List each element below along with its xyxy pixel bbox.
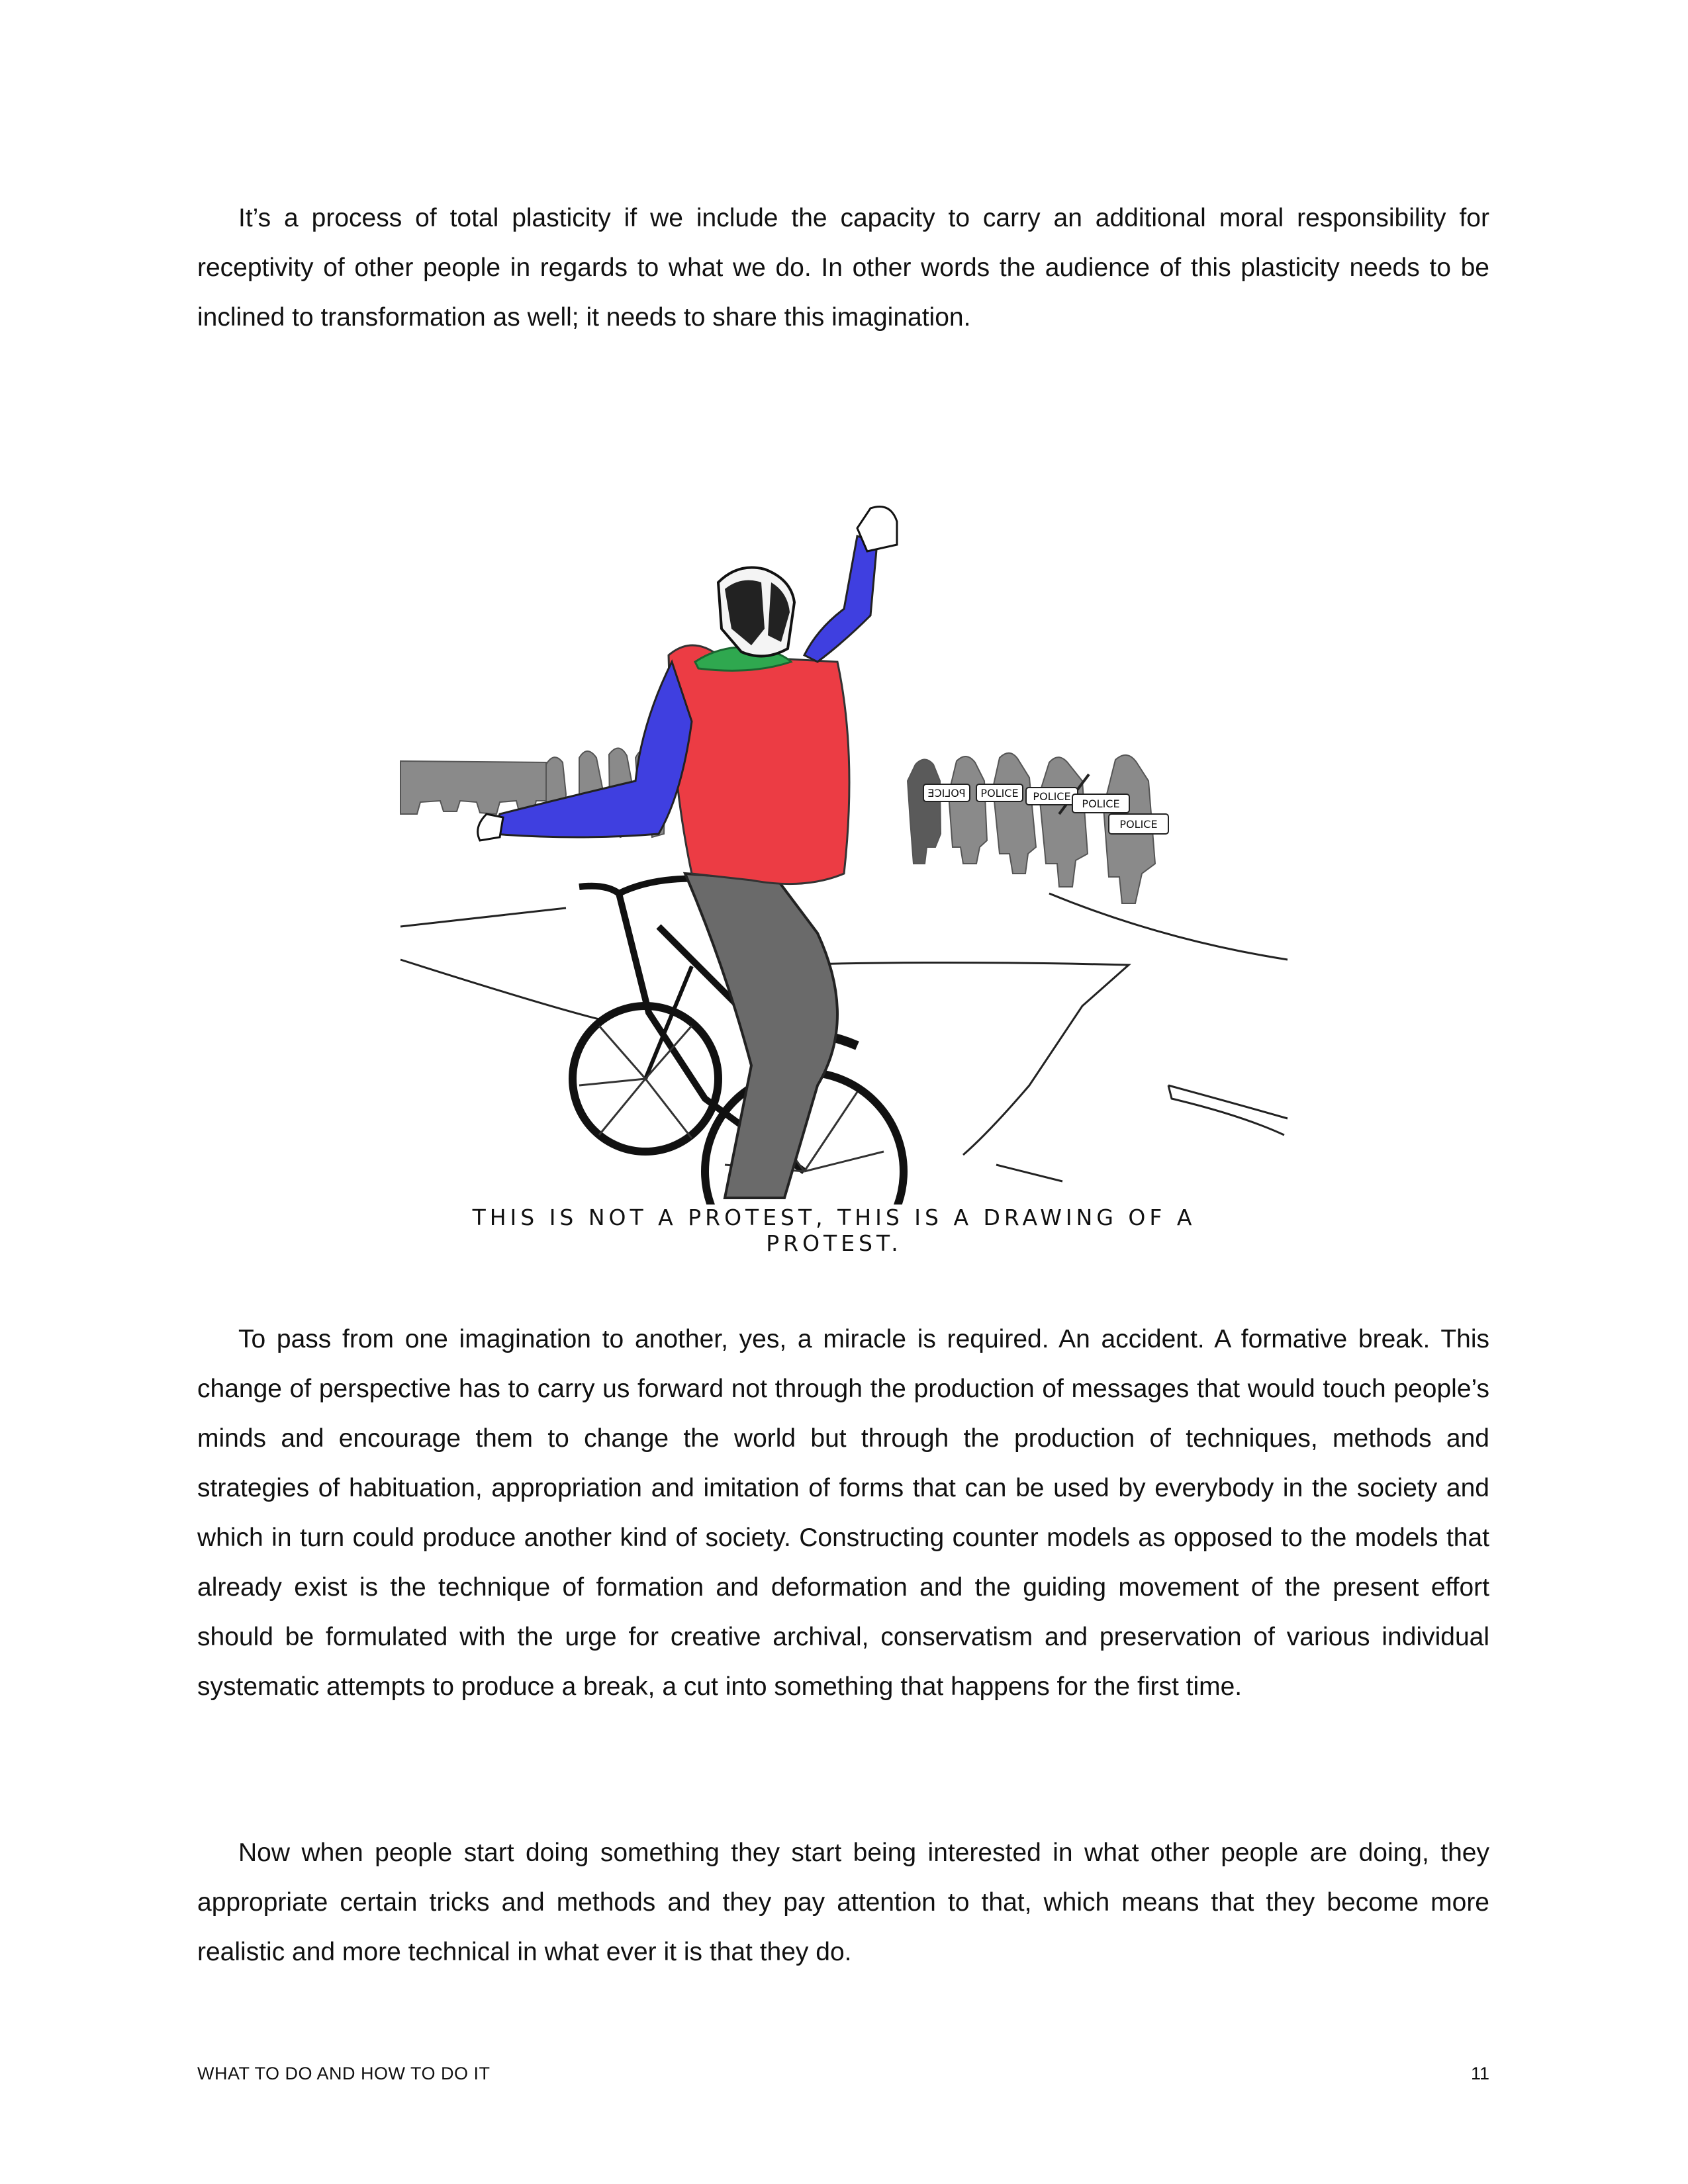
vest-badge-4	[1026, 788, 1078, 805]
rider-left-sleeve	[493, 662, 692, 837]
vest-label-3: POLICE	[980, 787, 1019, 799]
figure-caption: THIS IS NOT A PROTEST, THIS IS A DRAWING OF A PROTEST.	[472, 1205, 1196, 1256]
vest-label-5: POLICE	[1082, 797, 1120, 810]
footer-title: WHAT TO DO AND HOW TO DO IT	[197, 2064, 491, 2083]
paragraph-2	[197, 1314, 1489, 1711]
left-hand	[478, 814, 503, 841]
rider	[478, 507, 897, 1199]
vest-label-4: POLICE	[1033, 790, 1071, 803]
vest-label-2: POLICE	[927, 787, 966, 799]
vest-badge-3	[976, 784, 1023, 801]
vest-badge-5	[1072, 794, 1129, 813]
paragraph-2-text: To pass from one imagination to another, yes, a miracle is required. An accident. A formative break. This change of perspective has to carry us forward not through the production of messages that would touch people’s minds and encourage them to change the world but through the production of techniques, methods and strategies of habituation, appropriation and imitation of forms that can be used by everybody in the society and which in turn could produce another kind of society. Constructing counter models as opposed to the models that already exist is the technique of formation and deformation and the guiding movement of the present effort should be formulated with the urge for creative archival, conservatism and preservation of various individual systematic attempts to produce a break, a cut into something that happens for the first time.	[197, 1325, 1489, 1701]
paragraph-1	[197, 193, 1489, 342]
protest-drawing	[381, 503, 1294, 1205]
protest-illustration	[381, 503, 1294, 1205]
paragraph-1-text: It’s a process of total plasticity if we include the capacity to carry an additional moral responsibility for receptivity of other people in regards to what we do. In other words the audience of this plasticity needs to be inclined to transformation as well; it needs to share this imagination.	[197, 204, 1489, 332]
rider-raised-sleeve	[804, 536, 877, 662]
rider-vest	[669, 645, 849, 884]
vest-badge-2	[923, 784, 970, 801]
vest-badge-6	[1109, 814, 1168, 834]
paragraph-3-text: Now when people start doing something they start being interested in what other people are doing, they appropriate certain tricks and methods and they pay attention to that, which means that they become more realistic and more technical in what ever it is that they do.	[197, 1839, 1489, 1966]
vest-label-6: POLICE	[1119, 818, 1158, 831]
paragraph-3	[197, 1828, 1489, 1977]
page-number: 11	[1470, 2064, 1489, 2083]
